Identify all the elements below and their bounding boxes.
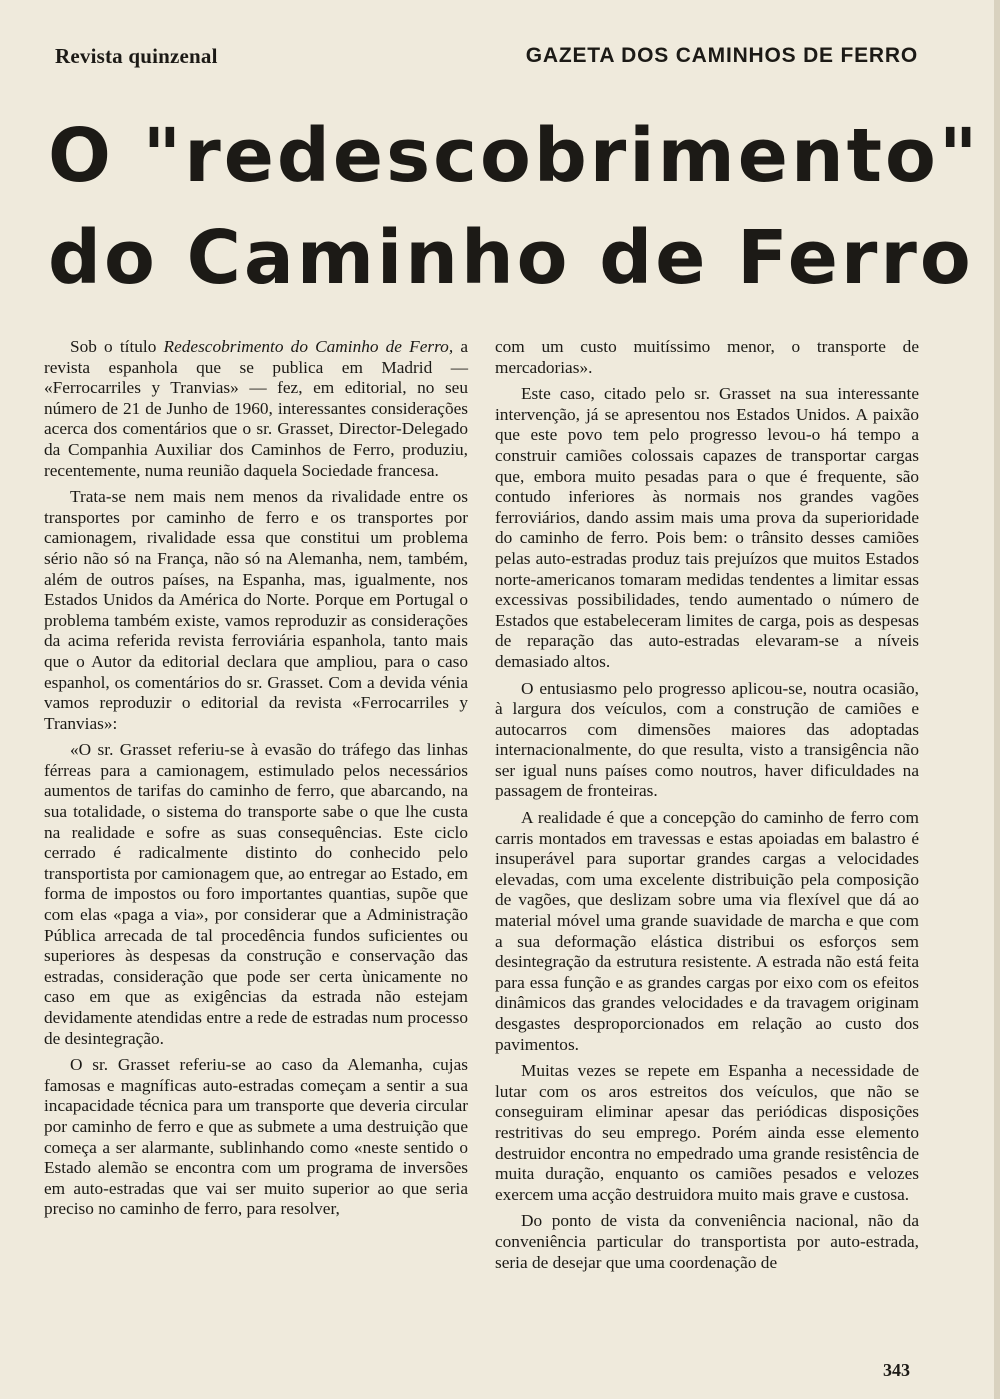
page-edge bbox=[994, 0, 1000, 1399]
paragraph bbox=[44, 337, 468, 481]
paragraph: A realidade é que a concepção do caminho de ferro com carris montados em travessas e estas apoiadas em balastro é insuperável para suportar grandes cargas a velocidades elevadas, com uma excelente distribuição pela composição de vagões, que deslizam sobre uma via flexível que dá ao material móvel uma grande suavidade de marcha e que com a sua deformação elástica distribui os esforços sem desintegração da estrutura resistente. A estrada não está feita para essa função e as grandes cargas por eixo com os efeitos dinâmicos das grandes velocidades e da travagem originam desgastes desproporcionados em relação ao custo dos pavimentos. bbox=[495, 808, 919, 1054]
paragraph: O entusiasmo pelo progresso aplicou-se, noutra ocasião, à largura dos veículos, com a construção de camiões e autocarros com dimensões maiores das adoptadas internacionalmente, do que resulta, visto a transigência não ser igual nuns países como noutros, haver dificuldades na passagem de fronteiras. bbox=[495, 678, 919, 801]
column-left bbox=[44, 337, 468, 1226]
paragraph: O sr. Grasset referiu-se ao caso da Alemanha, cujas famosas e magníficas auto-estradas começam a sentir a sua incapacidade técnica para um transporte que deveria circular por caminho de ferro e que as submete a uma destruição que começa a ser alarmante, sublinhando como «neste sentido o Estado alemão se encontra com um programa de inversões em auto-estradas que vai ser muito superior ao que seria preciso no caminho de ferro, para resolver, bbox=[44, 1055, 468, 1219]
header-left: Revista quinzenal bbox=[55, 44, 218, 68]
article-title-line-1: O "redescobrimento" bbox=[48, 113, 981, 199]
paragraph: com um custo muitíssimo menor, o transporte de mercadorias». bbox=[495, 337, 919, 377]
paragraph-text: a revista espanhola que se publica em Madrid — «Ferrocarriles y Tranvias» — fez, em editorial, no seu número de 21 de Junho de 1960, interessantes considerações acerca dos comentários que o sr. Grasset, Director-Delegado da Companhia Auxiliar dos Caminhos de Ferro, produziu, recentemente, numa reunião daquela Sociedade francesa. bbox=[44, 337, 468, 480]
column-right bbox=[495, 337, 919, 1279]
paragraph: Muitas vezes se repete em Espanha a necessidade de lutar com os aros estreitos dos veículos, que não se conseguiram eliminar apesar das periódicas disposições restritivas do seu emprego. Porém ainda esse elemento destruidor encontra no empedrado uma grande resistência de muita duração, enquanto os camiões pesados e velozes exercem uma acção destruidora muito mais grave e custosa. bbox=[495, 1061, 919, 1204]
paragraph: «O sr. Grasset referiu-se à evasão do tráfego das linhas férreas para a camionagem, estimulado pelos necessários aumentos de tarifas do caminho de ferro, que abarcando, na sua totalidade, o sistema do transporte sabe o que lhe custa na realidade e sofre as suas consequências. Este ciclo cerrado é radicalmente distinto do conhecido pelo transportista por camionagem que, ao entregar ao Estado, em forma de impostos ou foro importantes quantias, supõe que com elas «paga a via», por considerar que a Administração Pública arrecada de tal procedência fundos suficientes ou superiores às despesas da construção e conservação das estradas, consideração que pode ser certa ùnicamente no caso em que as exigências da estrada não estejam devidamente atendidas entre a rede de estradas num processo de desintegração. bbox=[44, 740, 468, 1048]
header-right: GAZETA DOS CAMINHOS DE FERRO bbox=[525, 44, 918, 67]
paragraph: Do ponto de vista da conveniência nacional, não da conveniência particular do transportista por auto-estrada, seria de desejar que uma coordenação de bbox=[495, 1211, 919, 1272]
article-title-line-2: do Caminho de Ferro bbox=[48, 215, 974, 301]
paragraph-intro: Sob o título bbox=[70, 337, 164, 356]
paragraph: Este caso, citado pelo sr. Grasset na sua interessante intervenção, já se apresentou nos Estados Unidos. A paixão que este povo tem pelo progresso levou-o há tempo a construir camiões colossais capazes de transportar cargas que, embora muito pesadas para o que é frequente, são contudo inferiores às normais nos grandes vagões ferroviários, dando assim mais uma prova da superioridade do caminho de ferro. Pois bem: o trânsito desses camiões pelas auto-estradas produz tais prejuízos que muitos Estados norte-americanos tomaram medidas tendentes a limitar essas excessivas possibilidades, tendo aumentado o número de Estados que estabeleceram limites de carga, pois as despesas de reparação das auto-estradas elevaram-se a níveis demasiado altos. bbox=[495, 384, 919, 671]
paragraph: Trata-se nem mais nem menos da rivalidade entre os transportes por caminho de ferro e os transportes por camionagem, rivalidade essa que constitui um problema sério não só na França, não só na Alemanha, nem, também, além de outros países, na Espanha, mas, igualmente, nos Estados Unidos da América do Norte. Porque em Portugal o problema também existe, vamos reproduzir as considerações da acima referida revista ferroviária espanhola, tanto mais que o Autor da editorial declara que ampliou, para o caso espanhol, os comentários do sr. Grasset. Com a devida vénia vamos reproduzir o editorial da revista «Ferrocarriles y Tranvias»: bbox=[44, 487, 468, 733]
paragraph-italic-title: Redescobrimento do Caminho de Ferro, bbox=[163, 337, 454, 356]
article-title bbox=[48, 105, 981, 309]
page-number: 343 bbox=[883, 1360, 910, 1380]
